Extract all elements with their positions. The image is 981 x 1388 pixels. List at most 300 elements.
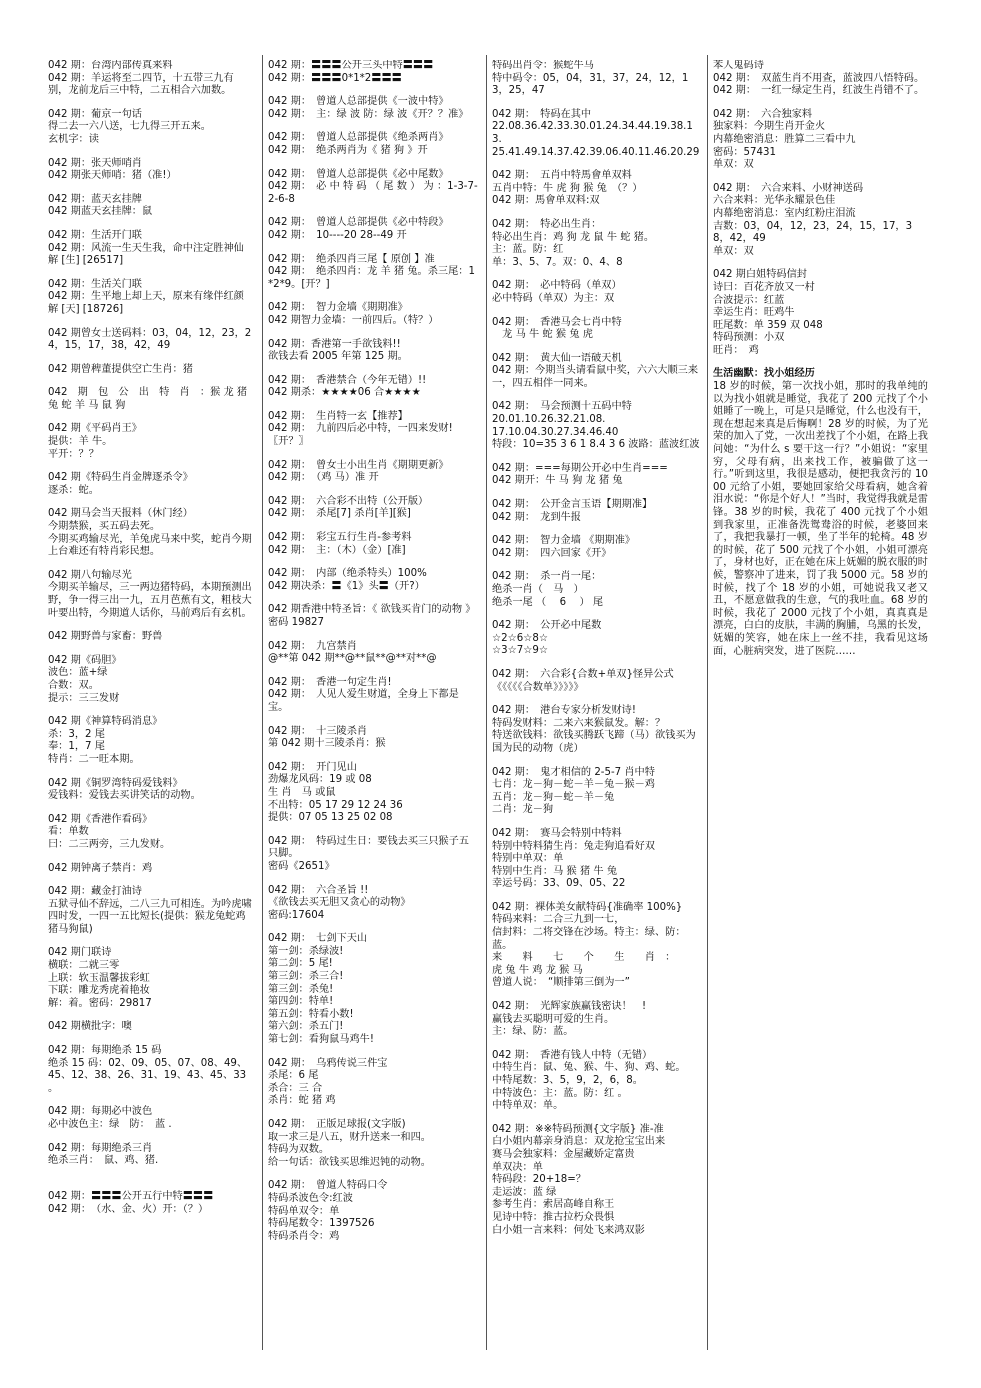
block-line: 参考生肖：索居高峰自称王 xyxy=(492,1199,615,1211)
prediction-block xyxy=(492,535,700,560)
prediction-block xyxy=(492,828,700,891)
block-heading: 042 期： 曾道人特码口令 xyxy=(268,1180,388,1192)
prediction-block xyxy=(268,1180,478,1243)
block-heading: 042 期： 香港有钱人中特（无错） xyxy=(492,1049,653,1061)
prediction-block xyxy=(492,1001,700,1039)
block-line: 杀尾：6 尾 xyxy=(268,1070,319,1082)
block-heading: 042 期： 曾女士小出生肖《期期更新》 xyxy=(268,459,449,471)
column-4-blocks xyxy=(713,60,928,357)
prediction-block xyxy=(268,375,478,400)
block-heading: 042 期： 彩宝五行生肖-参考料 xyxy=(268,532,412,544)
block-line: 杀肖：蛇 猪 鸡 xyxy=(268,1095,336,1107)
prediction-block xyxy=(492,705,700,755)
block-heading: 042 期： 香港马会七肖中特 xyxy=(492,316,622,328)
prediction-block xyxy=(48,472,253,497)
block-line: 042 期： 必 中 特 码 （ 尾 数 ） 为 ：1-3-7-2-6-8 xyxy=(268,181,478,205)
block-line: 22.08.36.42.33.30.01.24.34.44.19.38.13. xyxy=(492,121,693,145)
block-heading: 042 期： 香港禁合（今年无错）!! xyxy=(268,374,427,386)
block-line: 主：蓝。防：红 xyxy=(492,244,564,256)
block-line: 今期买羊输尽，三一两边猪特码，本期预测出野，争一得三出一九，五月芭蕉有文，粗枝大叶要出特，今期道人话你，马前鸡后有玄机。 xyxy=(48,582,252,619)
prediction-block xyxy=(48,814,253,852)
block-heading: 042 期：张天师哨肖 xyxy=(48,157,142,169)
block-line: 特必出生肖：鸡 狗 龙 鼠 牛 蛇 猪。 xyxy=(492,231,655,243)
block-line: 绝杀一尾 （ 6 ） 尾 xyxy=(492,596,604,608)
block-heading: 042 期： 六合彩不出特（公开版） xyxy=(268,495,429,507)
block-heading: 042 期： 十三陵杀肖 xyxy=(268,725,368,737)
block-heading: 042 期白姐特码信封 xyxy=(713,269,807,281)
block-line: 特码杀肖令：鸡 xyxy=(268,1230,340,1242)
block-line: 绝杀 15 码：02、09、05、07、08、49、45、12、38、26、31、19、43、45、33 。 xyxy=(48,1057,250,1094)
prediction-block xyxy=(268,568,478,593)
block-heading: 042 期：===每期公开必中生肖=== xyxy=(492,462,668,474)
column-divider-2 xyxy=(486,55,487,1350)
prediction-block xyxy=(492,317,700,342)
block-line: 042 期蓝天玄挂牌：鼠 xyxy=(48,206,153,218)
block-line: 独家料：今期生肖开金火 xyxy=(713,121,826,133)
prediction-block xyxy=(492,401,700,451)
block-line: 提示：三三发财 xyxy=(48,692,120,704)
block-line: 042 期： 一红一绿定生肖，红波生肖错不了。 xyxy=(713,85,925,97)
block-line: 特码为双数。 xyxy=(268,1144,330,1156)
prediction-block xyxy=(48,1143,253,1168)
prediction-block xyxy=(268,169,478,207)
block-heading: 042 期：每期绝杀三肖 xyxy=(48,1142,153,1154)
prediction-block xyxy=(268,96,478,121)
block-line: 白小姐内幕亲身消息：双龙抢宝宝出来 xyxy=(492,1136,666,1148)
prediction-block xyxy=(268,604,478,629)
block-heading: 042 期：※※特码预测{文字版} 准-准 xyxy=(492,1123,664,1135)
block-heading: 042 期曾女士送码料：03，04，12，23，24，15，17，38，42，49 xyxy=(48,327,252,352)
block-line: 中特生肖：鼠、兔、猴、牛、狗、鸡、蛇。 xyxy=(492,1062,686,1074)
block-line: 下联：雕龙秀虎着艳妆 xyxy=(48,985,150,997)
prediction-block xyxy=(268,217,478,242)
column-divider-1 xyxy=(262,55,263,1350)
block-line: 提供：羊 牛。 xyxy=(48,436,113,448)
block-line: 042 期： （水、金、火）开：（？） xyxy=(48,1203,209,1215)
block-heading: 042 期： 公开必中尾数 xyxy=(492,620,602,632)
block-line: 逐杀：蛇。 xyxy=(48,484,99,496)
block-line: 绝杀一肖（ 马 ） xyxy=(492,584,584,595)
block-heading: 042 期： 光辉家族赢钱密诀！ ! xyxy=(492,1001,647,1013)
block-line: 密码:17604 xyxy=(268,909,325,921)
block-line: 五肖：龙－狗－蛇－羊－兔 xyxy=(492,791,615,803)
block-line: 横联：二就三零 xyxy=(48,960,120,972)
block-heading: 042 期： 五肖中特馬會单双料 xyxy=(492,170,632,182)
block-line: 密码《2651》 xyxy=(268,860,335,872)
block-heading: 042 期横批字：噢 xyxy=(48,1021,132,1033)
prediction-block xyxy=(492,499,700,524)
block-line: 042 期： 10----20 28--49 开 xyxy=(268,229,407,241)
prediction-block xyxy=(713,109,928,172)
prediction-block xyxy=(48,109,253,147)
block-heading: 042 期《码胆》 xyxy=(48,654,122,666)
prediction-block xyxy=(492,571,700,609)
block-heading: 042 期： 六合圣旨 !! xyxy=(268,884,369,896)
block-heading: 042 期： 公开金言玉语【期期准】 xyxy=(492,499,653,511)
prediction-block xyxy=(492,170,700,208)
prediction-block xyxy=(713,183,928,259)
block-heading: 042 期八句输尽光 xyxy=(48,569,132,581)
block-heading: 042 期曾稗董提供空亡生肖：猪 xyxy=(48,363,193,375)
block-line: 第二剑：5 尾! xyxy=(268,958,333,970)
block-heading: 042 期《香港作看码》 xyxy=(48,813,153,825)
block-line: ☆3☆7☆9☆ xyxy=(492,645,548,657)
humor-story xyxy=(713,368,928,658)
block-heading: 042 期： 港台专家分析发财诗! xyxy=(492,705,636,717)
block-heading: 042 期《特码生肖金牌逐杀令》 xyxy=(48,472,193,484)
block-line: 第四剑：特单! xyxy=(268,996,334,1008)
block-line: 吉数：03，04，12，23，24，15，17，38，42，49 xyxy=(713,220,913,245)
prediction-block xyxy=(492,1124,700,1237)
block-line: 幸运生肖：旺鸡牛 xyxy=(713,307,795,319)
prediction-block xyxy=(48,716,253,766)
prediction-block xyxy=(268,411,478,449)
block-heading: 042 期： 黄大仙一语破天机 xyxy=(492,352,622,364)
prediction-block xyxy=(48,387,253,412)
block-line: 第六剑：杀五门! xyxy=(268,1021,344,1033)
block-line: 042 期：〓〓〓0*1*2〓〓〓 xyxy=(268,72,402,84)
block-line: 特段：10=35 3 6 1 8.4 3 6 波路：蓝波红波 xyxy=(492,439,700,451)
block-line: 特码尾数令：1397526 xyxy=(268,1218,375,1230)
prediction-block xyxy=(492,353,700,391)
block-line: 五肖中特：牛 虎 狗 猴 兔 （？） xyxy=(492,182,643,194)
prediction-block xyxy=(268,836,478,874)
prediction-block xyxy=(48,886,253,936)
block-heading: 042 期： 特码在其中 xyxy=(492,108,592,120)
block-line: 诗曰：百花齐放又一村 xyxy=(713,281,815,293)
block-line: 赛马会独家料：金屋藏娇定富贵 xyxy=(492,1148,635,1160)
block-line: 提供：07 05 13 25 02 08 xyxy=(268,812,393,824)
block-line: 波色：蓝+绿 xyxy=(48,667,108,679)
prediction-block xyxy=(268,132,478,157)
block-line: 042 期： 双蓝生肖不用查，蓝波四八悟特码。 xyxy=(713,72,925,84)
block-line: 给一句话：欲钱买思维迟钝的动物。 xyxy=(268,1156,431,1168)
prediction-block xyxy=(492,1050,700,1113)
block-line: 幸运号码：33、09、05、22 xyxy=(492,878,626,890)
block-line: 042 期杀：★★★★06 合★★★★ xyxy=(268,387,421,399)
prediction-block xyxy=(48,570,253,620)
block-line: 白小姐一言来料：何处飞来鸿双影 xyxy=(492,1224,645,1236)
block-line: 中特波色：主：蓝。防：红 。 xyxy=(492,1087,628,1099)
prediction-block xyxy=(48,631,253,644)
block-line: 劲爆龙风码：19 或 08 xyxy=(268,774,372,786)
block-line: 042 期决杀：〓《1》头〓（开?） xyxy=(268,580,425,592)
prediction-block xyxy=(268,933,478,1046)
block-line: 内幕绝密消息：室内红粉庄泪流 xyxy=(713,207,856,219)
block-heading xyxy=(48,1179,253,1192)
prediction-block xyxy=(492,109,700,159)
block-line: 奉：1，7 尾 xyxy=(48,741,105,753)
prediction-block xyxy=(492,902,700,990)
block-line: 单双决：单 xyxy=(492,1161,543,1173)
block-line: 取一求三是八五，财升送来一和四。 xyxy=(268,1131,431,1143)
block-heading: 042 期香港中特圣旨：《 欲钱买肯门的动物 》密码 19827 xyxy=(268,604,476,628)
prediction-block xyxy=(48,364,253,377)
block-line: 042 期： 主：绿 波 防：绿 波《开？？准》 xyxy=(268,108,469,120)
block-heading: 042 期： 曾道人总部提供《绝杀两肖》 xyxy=(268,132,449,144)
block-line: 来 料 七 个 生 肖 ： xyxy=(492,952,676,964)
prediction-block xyxy=(48,279,253,317)
block-heading: 042 期《铜罗湾特码爱钱料》 xyxy=(48,777,183,789)
block-line: 042 期： 九前四后必中特，一四来发财!〖开？〗 xyxy=(268,423,453,448)
block-heading: 042 期：台湾内部传真来料 xyxy=(48,60,173,71)
block-heading: 042 期： 杀一肖一尾： xyxy=(492,571,602,583)
block-heading: 042 期钟离子禁肖：鸡 xyxy=(48,862,153,874)
block-heading: 042 期： 七剑下天山 xyxy=(268,933,368,945)
block-heading: 042 期： 特必出生肖： xyxy=(492,218,602,230)
prediction-block xyxy=(48,1179,253,1217)
prediction-block xyxy=(268,254,478,292)
block-line: 今期买鸡输尽光，羊兔虎马来中奖，蛇肖今期上台难还有特肖彩民想。 xyxy=(48,533,252,558)
block-line: 042 期： 绝杀两肖为《 猪 狗 》开 xyxy=(268,144,428,156)
block-line: 17.10.04.30.27.34.46.40 xyxy=(492,426,619,438)
block-line: 走运波：蓝 绿 xyxy=(492,1186,557,1198)
story-text: 18 岁的时候，第一次找小姐，那时的我单纯的以为找小姐就是睡觉，我花了 200 元找了个小姐睡了一晚上，可是只是睡觉，什么也没有干，现在想起来真是后悔啊！28 岁的时候，为了光荣的加入了党，一次出差找了个小姐，在路上我问她：“为什么 s 要干这一行？”小姐说：“家里穷，父母有病，出来找工作，被骗做了这一行。”听到这里，我很是感动，便把我贪污的 1000 元给了小姐，要她回家给父母看病，她含着泪水说：“你是个好人！”当时，我觉得我就是雷锋。38 岁的时候，我花了 400 元找了个小姐到我家里，正准备洗鸳鸯浴的时候，老婆回来了，我把我暴打一顿，坐了半年的轮椅。48 岁的时候，花了 500 元找了个小姐，小姐可漂亮了，身材也好，正在她在床上妩媚的脱衣服的时候，警察冲了进来，罚了我 5000 元。58 岁的时候，找了个 18 岁的小姐，可她说我又老又丑，不愿意做我的生意，气的我吐血。68 岁的时候，我花了 2000 元找了个小姐，真真真是漂亮，白白的皮肤，丰满的胸脯，乌黑的长发，妩媚的笑容，她在床上一丝不挂，我看见这场面，心脏病突发，进了医院…… xyxy=(713,381,928,657)
prediction-block xyxy=(48,947,253,1010)
prediction-block xyxy=(268,641,478,666)
block-heading: 042 期： 生肖特一玄【推荐】 xyxy=(268,410,408,422)
prediction-block xyxy=(492,620,700,658)
block-line: 虎 兔 牛 鸡 龙 猴 马 xyxy=(492,964,583,976)
prediction-block xyxy=(48,328,253,353)
block-line: 解 [天] [18726] xyxy=(48,303,124,315)
block-heading: 042 期： 乌鸦传说三件宝 xyxy=(268,1057,388,1069)
block-heading: 042 期《神算特码消息》 xyxy=(48,716,163,728)
prediction-block xyxy=(48,194,253,219)
block-line: 特码来料：二合三九到一七， xyxy=(492,914,625,926)
column-divider-3 xyxy=(707,55,708,1350)
block-heading: 042 期： 赛马会特别中特料 xyxy=(492,827,622,839)
prediction-block xyxy=(492,280,700,305)
prediction-block xyxy=(492,219,700,269)
block-line: 欲钱去看 2005 年第 125 期。 xyxy=(268,351,408,363)
prediction-block xyxy=(48,1021,253,1034)
block-line: 042 期：风流一生天生我，命中注定胜神仙 xyxy=(48,242,244,254)
block-line: 042 期张天师哨：猪（准!） xyxy=(48,170,177,182)
block-line: 信封料：二将交锋在沙场。特主：绿、防：蓝。 xyxy=(492,927,686,951)
prediction-block xyxy=(268,762,478,825)
block-line: ☆2☆6☆8☆ xyxy=(492,632,548,644)
block-line: 单双：双 xyxy=(713,159,754,171)
block-line: 上联：软玉温馨拔彩虹 xyxy=(48,972,150,984)
block-heading: 042 期： 六合来料、小财神送码 xyxy=(713,182,864,194)
block-line: 合波提示：红蓝 xyxy=(713,294,785,306)
prediction-block xyxy=(268,885,478,923)
block-line: 《《《《《合数单》》》》》 xyxy=(492,681,584,693)
block-heading: 042 期：香港第一手欲钱料!! xyxy=(268,338,401,350)
block-line: 玄机字：读 xyxy=(48,133,99,145)
block-line: 042 期：羊运将至二四节，十五带三九有别，龙前龙后三中特，二五相合六加数。 xyxy=(48,72,234,97)
block-line: 042 期：生平地上却上天，原来有缘伴红颜 xyxy=(48,291,244,303)
block-line: 042 期： 人见人爱生财道，全身上下都是宝。 xyxy=(268,689,459,713)
block-line: 六合来料：光华永耀景色佳 xyxy=(713,195,836,207)
block-line: 合数：双。 xyxy=(48,679,99,691)
column-2 xyxy=(268,60,478,1350)
block-heading: 042 期：生活关门联 xyxy=(48,278,142,290)
block-heading: 042 期： 六合独家料 xyxy=(713,108,813,120)
prediction-block xyxy=(48,863,253,876)
prediction-block xyxy=(48,1106,253,1131)
prediction-block xyxy=(48,655,253,705)
block-line: 042 期： 绝杀四肖：龙 羊 猪 兔。杀三尾：1*2*9。[开？] xyxy=(268,266,475,290)
block-line: 中特尾数：3、5，9，2，6，8。 xyxy=(492,1075,643,1086)
block-heading: 042 期： 六合彩{合数+单双}怪异公式 xyxy=(492,668,674,680)
block-line: 曰：二三两旁，三九发财。 xyxy=(48,838,171,850)
block-line: @**第 042 期**@**鼠**@**对**@ xyxy=(268,653,437,665)
column-4 xyxy=(713,60,928,1350)
block-line: 生 肖 马 或鼠 xyxy=(268,786,336,798)
block-line: 042 期：今期当头请看鼠中奖，六六大顺三来一，四五相伴一同来。 xyxy=(492,365,699,389)
prediction-block xyxy=(268,532,478,557)
block-line: 042 期： （鸡 马）准 开 xyxy=(268,472,379,484)
prediction-block xyxy=(492,60,700,98)
block-heading: 042 期 包 公 出 特 肖 ：猴 龙 猪 兔 蛇 羊 马 鼠 狗 xyxy=(48,387,251,411)
story-title: 生活幽默：找小姐经历 xyxy=(713,368,815,380)
block-line: 特码发财料：二来六来猴鼠发。解：？ xyxy=(492,717,666,729)
prediction-block xyxy=(268,339,478,364)
block-heading: 042 期：蓝天玄挂牌 xyxy=(48,193,142,205)
block-heading: 042 期： 内部（绝杀特头）100% xyxy=(268,568,427,580)
prediction-block xyxy=(268,1058,478,1108)
block-heading: 苯人鬼码诗 xyxy=(713,60,764,71)
block-heading: 042 期门联诗 xyxy=(48,947,112,959)
block-line: 主：绿、防：蓝。 xyxy=(492,1026,574,1038)
block-line: 20.01.10.26.32.21.08. xyxy=(492,414,606,426)
block-heading: 042 期： 正版足球报(文字版) xyxy=(268,1119,406,1130)
block-line: 旺肖： 鸡 xyxy=(713,344,759,356)
block-line: 第三剑：杀兔! xyxy=(268,983,334,995)
block-heading: 042 期： 香港一句定生肖! xyxy=(268,676,392,688)
prediction-block xyxy=(492,669,700,694)
block-line: 第五剑：特看小数! xyxy=(268,1008,354,1020)
block-line: 特码杀波色令:红波 xyxy=(268,1192,353,1204)
block-heading: 042 期： 必中特码（单双） xyxy=(492,280,622,292)
block-line: 绝杀三肖： 鼠、鸡、猪. xyxy=(48,1155,159,1167)
block-line: 特肖：二一旺本期。 xyxy=(48,753,140,765)
block-line: 042 期： 龙到牛报 xyxy=(492,511,581,523)
block-line: 042 期：〓〓〓公开五行中特〓〓〓 xyxy=(48,1191,214,1203)
block-heading: 042 期：藏金打油诗 xyxy=(48,886,142,898)
block-line: 特中码令：05，04，31，37，24，12，13，25，47 xyxy=(492,72,689,97)
block-line: 特送欲钱料：欲钱买腾跃飞蹄（马）欲钱买为国为民的动物（虎） xyxy=(492,730,696,754)
prediction-block xyxy=(713,60,928,98)
prediction-block xyxy=(268,1119,478,1169)
block-heading: 042 期：〓〓〓公开三头中特〓〓〓 xyxy=(268,60,434,71)
block-line: 第 042 期十三陵杀肖：猴 xyxy=(268,738,386,750)
prediction-block xyxy=(268,60,478,85)
block-heading: 042 期《平码肖王》 xyxy=(48,423,142,435)
block-line: 赢钱去买聪明可爱的生肖。 xyxy=(492,1013,615,1025)
block-line: 042 期： 四六回家《开》 xyxy=(492,547,612,559)
block-line: 内幕绝密消息：胜算二三看中九 xyxy=(713,133,856,145)
block-line: 密码：57431 xyxy=(713,146,776,158)
block-line: 七肖：龙－狗－蛇－羊－兔－猴－鸡 xyxy=(492,779,655,791)
block-line: 第三剑：杀三合! xyxy=(268,971,344,983)
block-line: 第一剑：杀绿波! xyxy=(268,945,344,957)
block-line: 平开：？？ xyxy=(48,448,99,460)
block-line: 二肖：龙－狗 xyxy=(492,804,554,816)
prediction-block xyxy=(48,158,253,183)
block-line: 解：着。密码：29817 xyxy=(48,997,152,1009)
block-line: 特码单双令：单 xyxy=(268,1205,340,1217)
block-line: 五狱寻仙不辞远，二八三九可相连。为吟虎啸四时发，一四一五比短长(提供：猴龙兔蛇鸡猪马狗鼠) xyxy=(48,898,252,935)
prediction-block xyxy=(713,269,928,357)
block-line: 杀：3，2 尾 xyxy=(48,728,105,740)
block-heading: 042 期： 智力金墙 《期期准》 xyxy=(492,535,636,547)
block-line: 特别中生肖：马 猴 猪 牛 兔 xyxy=(492,865,618,877)
block-line: 第七剑：看狗鼠马鸡牛! xyxy=(268,1034,374,1046)
block-line: 042 期开：牛 马 狗 龙 猪 兔 xyxy=(492,475,623,487)
block-line: 得二去一六八送，七九得三开五来。 xyxy=(48,121,211,133)
block-line: 看：单数 xyxy=(48,826,89,838)
block-line: 042 期：馬會单双料:双 xyxy=(492,195,600,207)
block-heading: 042 期： 鬼才相信的 2-5-7 肖中特 xyxy=(492,766,655,778)
block-heading: 042 期：每期必中波色 xyxy=(48,1106,153,1118)
block-heading: 042 期： 曾道人总部提供《必中尾数》 xyxy=(268,168,449,180)
block-line: 必中波色主：绿 防： 蓝 . xyxy=(48,1119,172,1130)
block-heading: 042 期： 绝杀四肖三尾【 原创 】准 xyxy=(268,253,435,265)
prediction-block xyxy=(48,778,253,803)
block-heading: 042 期： 曾道人总部提供《一波中特》 xyxy=(268,96,449,108)
block-line: 解 [生] [26517] xyxy=(48,255,124,267)
block-heading: 042 期：裸体美女献特码{准确率 100%} xyxy=(492,901,683,913)
block-heading: 042 期： 九宫禁肖 xyxy=(268,640,357,652)
block-heading: 042 期：葡京一句话 xyxy=(48,108,142,120)
block-line: 042 期智力金墙：一前四后。（特？） xyxy=(268,314,439,326)
prediction-block xyxy=(492,463,700,488)
block-line: 中特单双：单。 xyxy=(492,1100,564,1112)
prediction-block xyxy=(48,1045,253,1095)
prediction-block xyxy=(268,496,478,521)
block-line: 042 期： 主：（木）（金）[准] xyxy=(268,544,406,556)
block-heading: 042 期：生活开门联 xyxy=(48,229,142,241)
prediction-block xyxy=(268,677,478,715)
block-heading: 042 期：每期绝杀 15 码 xyxy=(48,1045,162,1057)
block-line: 特码预测：小双 xyxy=(713,332,785,344)
prediction-block xyxy=(268,302,478,327)
block-line: 爱钱料：爱钱去买讲笑话的动物。 xyxy=(48,790,201,802)
prediction-block xyxy=(48,423,253,461)
block-heading: 042 期： 曾道人总部提供《必中特段》 xyxy=(268,217,449,229)
block-heading: 特码出肖令：猴蛇牛马 xyxy=(492,60,594,71)
block-heading: 042 期： 特码过生日：要钱去买三只猴子五只脚。 xyxy=(268,835,469,860)
block-heading: 042 期： 智力金墙《期期准》 xyxy=(268,302,408,314)
block-line: 杀合：三 合 xyxy=(268,1082,323,1094)
block-line: 特别中单双：单 xyxy=(492,853,564,865)
prediction-block xyxy=(268,460,478,485)
block-heading: 042 期： 开门见山 xyxy=(268,761,357,773)
block-line: 必中特码（单双）为主：双 xyxy=(492,292,615,304)
block-line: 见诗中特：推古拉朽众畏惧 xyxy=(492,1211,615,1223)
block-line: 特别中特料猜生肖：兔走狗追看好双 xyxy=(492,840,655,852)
block-line: 042 期： 杀尾[7] 杀肖[羊][猴] xyxy=(268,508,411,520)
prediction-block xyxy=(48,508,253,558)
prediction-block xyxy=(268,726,478,751)
block-line: 曾道人说： “顺排第三倒为一” xyxy=(492,977,630,989)
block-line: 不出特：05 17 29 12 24 36 xyxy=(268,799,403,811)
block-line: 《欲钱去买无胆又贪心的动物》 xyxy=(268,897,411,909)
prediction-block xyxy=(48,60,253,98)
column-1 xyxy=(48,60,253,1350)
block-line: 特码段：20+18=？ xyxy=(492,1174,586,1186)
block-heading: 042 期马会当天报料（休门经） xyxy=(48,508,193,520)
block-line: 单：3、5、7。双：0、4、8 xyxy=(492,256,623,268)
block-line: 25.41.49.14.37.42.39.06.40.11.46.20.29 xyxy=(492,146,700,158)
block-line: 今期禁猴，买五码去死。 xyxy=(48,521,161,533)
block-line: 单双：双 xyxy=(713,245,754,257)
prediction-block xyxy=(48,230,253,268)
block-line: 旺尾数：单 359 双 048 xyxy=(713,319,823,331)
